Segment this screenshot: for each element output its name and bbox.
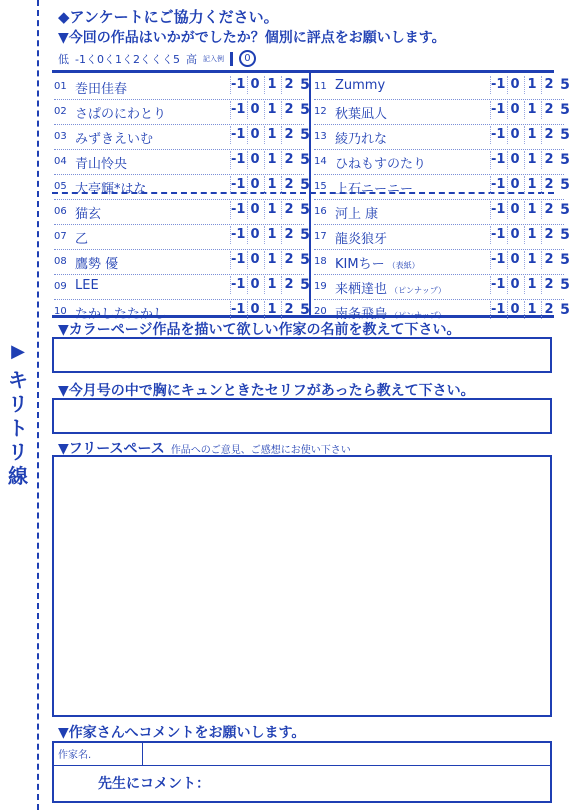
score-option[interactable]: 1 bbox=[524, 201, 539, 219]
author-name-text: 大亭輝*はな bbox=[75, 182, 147, 197]
score-option[interactable]: 2 bbox=[281, 101, 296, 119]
author-name-text: 猫玄 bbox=[75, 207, 102, 222]
score-option[interactable]: -1 bbox=[231, 202, 246, 217]
author-name bbox=[335, 228, 390, 247]
legend-example-label: 記入例 bbox=[202, 54, 224, 63]
score-options bbox=[230, 176, 312, 194]
author-name-text: 南条飛鳥 bbox=[335, 307, 388, 322]
question-color-page: ▼カラーページ作品を描いて欲しい作家の名前を教えて下さい。 bbox=[58, 322, 461, 338]
score-options bbox=[230, 301, 312, 319]
score-option[interactable]: 5 bbox=[560, 277, 570, 293]
work-number: 18 bbox=[314, 256, 327, 267]
score-option[interactable]: 1 bbox=[264, 176, 279, 194]
question-favorite-line: ▼今月号の中で胸にキュンときたセリフがあったら教えて下さい。 bbox=[58, 383, 475, 399]
work-number: 11 bbox=[314, 81, 327, 92]
score-option[interactable]: 0 bbox=[247, 76, 262, 94]
score-option[interactable]: 5 bbox=[300, 227, 310, 243]
score-options bbox=[490, 76, 572, 94]
author-name bbox=[335, 278, 446, 297]
score-options bbox=[230, 276, 312, 294]
score-option[interactable]: 5 bbox=[560, 77, 570, 93]
rating-row bbox=[54, 150, 310, 175]
score-option[interactable]: 0 bbox=[507, 276, 522, 294]
score-option[interactable]: 0 bbox=[507, 301, 522, 319]
score-option[interactable]: 5 bbox=[300, 152, 310, 168]
score-option[interactable]: 5 bbox=[300, 127, 310, 143]
score-option[interactable]: 2 bbox=[541, 201, 556, 219]
work-number: 05 bbox=[54, 181, 67, 192]
score-option[interactable]: 1 bbox=[264, 276, 279, 294]
score-option[interactable]: 5 bbox=[300, 102, 310, 118]
score-option[interactable]: -1 bbox=[491, 202, 506, 217]
score-option[interactable]: 5 bbox=[300, 302, 310, 318]
cut-char: リ bbox=[8, 392, 28, 416]
score-option[interactable]: 5 bbox=[560, 252, 570, 268]
work-number: 13 bbox=[314, 131, 327, 142]
score-options bbox=[490, 151, 572, 169]
author-field-divider bbox=[142, 743, 143, 765]
legend-scale: -1く0く1く2くくく5 bbox=[75, 52, 180, 66]
score-option[interactable]: 1 bbox=[524, 176, 539, 194]
work-number: 15 bbox=[314, 181, 327, 192]
legend-high: 高 bbox=[185, 52, 197, 66]
comment-label: 先生にコメント： bbox=[98, 776, 210, 792]
author-name bbox=[75, 278, 102, 293]
work-number: 20 bbox=[314, 306, 327, 317]
cut-char: リ bbox=[8, 440, 28, 464]
score-option[interactable]: 0 bbox=[247, 276, 262, 294]
author-name bbox=[75, 253, 121, 272]
score-option[interactable]: -1 bbox=[491, 227, 506, 242]
author-name bbox=[75, 78, 130, 97]
rating-row bbox=[314, 200, 570, 225]
author-name-text: みずきえいむ bbox=[75, 132, 154, 147]
score-option[interactable]: 1 bbox=[264, 201, 279, 219]
work-number: 03 bbox=[54, 131, 67, 142]
free-space-title: ▼フリースペース bbox=[58, 441, 165, 457]
score-option[interactable]: -1 bbox=[491, 152, 506, 167]
score-option[interactable]: 2 bbox=[541, 76, 556, 94]
score-option[interactable]: 5 bbox=[560, 152, 570, 168]
score-option[interactable]: -1 bbox=[231, 302, 246, 317]
author-name-text: 乙 bbox=[75, 232, 89, 247]
score-option[interactable]: 1 bbox=[524, 226, 539, 244]
score-option[interactable]: -1 bbox=[231, 127, 246, 142]
cut-char: キ bbox=[8, 368, 28, 392]
color-page-answer-field[interactable] bbox=[52, 337, 552, 373]
score-option[interactable]: 1 bbox=[524, 276, 539, 294]
score-option[interactable]: 0 bbox=[507, 76, 522, 94]
author-name bbox=[335, 178, 416, 197]
score-option[interactable]: 2 bbox=[541, 276, 556, 294]
score-option[interactable]: 5 bbox=[300, 202, 310, 218]
rating-row bbox=[314, 100, 570, 125]
score-option[interactable]: 2 bbox=[281, 151, 296, 169]
cut-char: 線 bbox=[8, 464, 28, 488]
score-option[interactable]: 0 bbox=[507, 176, 522, 194]
work-number: 12 bbox=[314, 106, 327, 117]
score-option[interactable]: -1 bbox=[231, 227, 246, 242]
score-options bbox=[490, 301, 572, 319]
score-options bbox=[490, 201, 572, 219]
author-name-text: 綾乃れな bbox=[335, 132, 388, 147]
score-option[interactable]: 0 bbox=[507, 251, 522, 269]
work-number: 10 bbox=[54, 306, 67, 317]
score-option[interactable]: 5 bbox=[300, 77, 310, 93]
score-option[interactable]: -1 bbox=[491, 277, 506, 292]
work-number: 14 bbox=[314, 156, 327, 167]
score-option[interactable]: 2 bbox=[541, 151, 556, 169]
score-option[interactable]: -1 bbox=[491, 177, 506, 192]
favorite-line-answer-field[interactable] bbox=[52, 398, 552, 434]
score-option[interactable]: 5 bbox=[560, 227, 570, 243]
rating-row bbox=[314, 175, 570, 200]
author-name-text: さぱのにわとり bbox=[75, 107, 167, 122]
score-option[interactable]: -1 bbox=[491, 77, 506, 92]
score-option[interactable]: 0 bbox=[247, 201, 262, 219]
question-comment: ▼作家さんへコメントをお願いします。 bbox=[58, 725, 306, 741]
score-option[interactable]: 0 bbox=[247, 101, 262, 119]
score-option[interactable]: 5 bbox=[560, 202, 570, 218]
score-option[interactable]: 1 bbox=[264, 76, 279, 94]
score-option[interactable]: -1 bbox=[231, 152, 246, 167]
score-option[interactable]: 2 bbox=[541, 301, 556, 319]
author-name-label: 作家名. bbox=[58, 750, 92, 761]
score-option[interactable]: 1 bbox=[524, 101, 539, 119]
legend-bar-icon bbox=[230, 52, 233, 66]
author-name bbox=[75, 128, 156, 147]
score-option[interactable]: 1 bbox=[524, 76, 539, 94]
author-name bbox=[335, 153, 429, 172]
author-name bbox=[335, 78, 388, 93]
score-options bbox=[230, 76, 312, 94]
work-number: 02 bbox=[54, 106, 67, 117]
score-option[interactable]: 1 bbox=[524, 301, 539, 319]
legend-low: 低 bbox=[58, 52, 69, 66]
score-option[interactable]: -1 bbox=[231, 177, 246, 192]
cut-line-label bbox=[6, 340, 30, 488]
score-option[interactable]: 5 bbox=[560, 302, 570, 318]
author-name-text: 来栖達也 bbox=[335, 282, 388, 297]
author-name bbox=[335, 253, 420, 272]
author-name bbox=[75, 153, 130, 172]
score-options bbox=[230, 226, 312, 244]
work-note: （表紙） bbox=[387, 261, 420, 270]
rating-row bbox=[54, 175, 310, 200]
score-option[interactable]: 5 bbox=[300, 277, 310, 293]
cut-char: ト bbox=[8, 416, 28, 440]
author-name-text: 河上 康 bbox=[335, 207, 379, 222]
score-options bbox=[230, 101, 312, 119]
score-option[interactable]: 1 bbox=[264, 251, 279, 269]
rating-row bbox=[54, 250, 310, 275]
rating-column-right bbox=[314, 75, 570, 324]
score-option[interactable]: -1 bbox=[231, 252, 246, 267]
author-name bbox=[75, 103, 169, 122]
work-number: 01 bbox=[54, 81, 67, 92]
score-option[interactable]: 0 bbox=[507, 226, 522, 244]
score-option[interactable]: -1 bbox=[491, 252, 506, 267]
author-name-text: LEE bbox=[75, 278, 99, 293]
score-option[interactable]: 0 bbox=[247, 176, 262, 194]
score-option[interactable]: 1 bbox=[264, 126, 279, 144]
work-number: 09 bbox=[54, 281, 67, 292]
score-option[interactable]: 5 bbox=[560, 177, 570, 193]
comment-field-divider bbox=[54, 765, 550, 766]
arrow-right-icon: ▶ bbox=[11, 341, 25, 362]
rating-row bbox=[314, 150, 570, 175]
rating-row bbox=[314, 125, 570, 150]
author-name-text: 秋葉凪人 bbox=[335, 107, 388, 122]
free-space-answer-field[interactable] bbox=[52, 455, 552, 717]
score-option[interactable]: 2 bbox=[541, 226, 556, 244]
score-option[interactable]: 2 bbox=[541, 251, 556, 269]
work-number: 08 bbox=[54, 256, 67, 267]
work-number: 04 bbox=[54, 156, 67, 167]
score-options bbox=[230, 126, 312, 144]
score-legend bbox=[58, 50, 256, 67]
author-name-text: 龍炎狼牙 bbox=[335, 232, 388, 247]
rating-row bbox=[54, 100, 310, 125]
score-option[interactable]: 0 bbox=[507, 151, 522, 169]
author-name bbox=[75, 178, 150, 197]
author-name bbox=[75, 228, 91, 247]
rating-row bbox=[54, 125, 310, 150]
cut-line bbox=[37, 0, 39, 810]
legend-circled-example: 0 bbox=[239, 50, 256, 67]
score-option[interactable]: 5 bbox=[560, 127, 570, 143]
author-name-text: KIMちー bbox=[335, 257, 385, 272]
score-option[interactable]: 0 bbox=[247, 126, 262, 144]
score-option[interactable]: 2 bbox=[281, 301, 296, 319]
score-option[interactable]: -1 bbox=[491, 302, 506, 317]
rating-row bbox=[54, 225, 310, 250]
survey-title: ◆アンケートにご協力ください。 bbox=[58, 8, 279, 26]
score-option[interactable]: 1 bbox=[264, 101, 279, 119]
score-option[interactable]: 1 bbox=[524, 151, 539, 169]
score-option[interactable]: 1 bbox=[524, 126, 539, 144]
author-name bbox=[335, 203, 381, 222]
rating-row bbox=[314, 250, 570, 275]
score-option[interactable]: 0 bbox=[507, 126, 522, 144]
rating-column-left bbox=[54, 75, 310, 324]
score-option[interactable]: 1 bbox=[524, 251, 539, 269]
rating-row bbox=[314, 225, 570, 250]
score-option[interactable]: 5 bbox=[300, 177, 310, 193]
score-option[interactable]: 2 bbox=[281, 126, 296, 144]
score-option[interactable]: -1 bbox=[231, 277, 246, 292]
work-number: 17 bbox=[314, 231, 327, 242]
score-option[interactable]: 0 bbox=[247, 151, 262, 169]
author-name-text: 巻田佳春 bbox=[75, 82, 128, 97]
score-options bbox=[490, 126, 572, 144]
score-option[interactable]: -1 bbox=[491, 102, 506, 117]
work-note: （ピンナップ） bbox=[390, 286, 446, 295]
score-options bbox=[490, 226, 572, 244]
score-options bbox=[490, 276, 572, 294]
author-name-text: 青山怜央 bbox=[75, 157, 128, 172]
score-options bbox=[230, 251, 312, 269]
author-name bbox=[335, 128, 390, 147]
score-options bbox=[490, 176, 572, 194]
author-name-text: ひねもすのたり bbox=[335, 157, 427, 172]
work-number: 16 bbox=[314, 206, 327, 217]
author-name-text: 鷹勢 優 bbox=[75, 257, 119, 272]
score-option[interactable]: -1 bbox=[491, 127, 506, 142]
score-options bbox=[230, 201, 312, 219]
score-option[interactable]: -1 bbox=[231, 77, 246, 92]
work-note: （ピンナップ） bbox=[390, 311, 446, 320]
score-option[interactable]: 0 bbox=[247, 251, 262, 269]
author-name-text: たかしたたかし bbox=[75, 307, 167, 322]
score-option[interactable]: 0 bbox=[507, 201, 522, 219]
rating-row bbox=[314, 275, 570, 300]
work-number: 07 bbox=[54, 231, 67, 242]
score-option[interactable]: 2 bbox=[541, 101, 556, 119]
work-number: 19 bbox=[314, 281, 327, 292]
free-space-subtitle: 作品へのご意見、ご感想にお使い下さい bbox=[170, 445, 351, 456]
score-option[interactable]: 2 bbox=[281, 176, 296, 194]
rating-table bbox=[52, 70, 570, 322]
score-option[interactable]: 1 bbox=[264, 301, 279, 319]
score-option[interactable]: 0 bbox=[507, 101, 522, 119]
author-name-text: 上石ニーニー bbox=[335, 182, 414, 197]
score-option[interactable]: 2 bbox=[281, 226, 296, 244]
score-option[interactable]: 1 bbox=[264, 226, 279, 244]
comment-box bbox=[52, 741, 552, 803]
score-options bbox=[490, 251, 572, 269]
score-option[interactable]: 5 bbox=[560, 102, 570, 118]
score-option[interactable]: 5 bbox=[300, 252, 310, 268]
score-options bbox=[230, 151, 312, 169]
author-name bbox=[75, 203, 104, 222]
score-option[interactable]: -1 bbox=[231, 102, 246, 117]
score-option[interactable]: 0 bbox=[247, 301, 262, 319]
rating-row bbox=[54, 200, 310, 225]
score-option[interactable]: 2 bbox=[541, 126, 556, 144]
score-option[interactable]: 1 bbox=[264, 151, 279, 169]
rating-row bbox=[54, 75, 310, 100]
score-option[interactable]: 2 bbox=[541, 176, 556, 194]
author-name bbox=[335, 103, 390, 122]
score-option[interactable]: 0 bbox=[247, 226, 262, 244]
author-name-text: Zummy bbox=[335, 78, 386, 93]
score-option[interactable]: 2 bbox=[281, 276, 296, 294]
score-option[interactable]: 2 bbox=[281, 76, 296, 94]
work-number: 06 bbox=[54, 206, 67, 217]
rating-row bbox=[314, 75, 570, 100]
score-options bbox=[490, 101, 572, 119]
rating-row bbox=[54, 275, 310, 300]
score-option[interactable]: 2 bbox=[281, 201, 296, 219]
survey-subtitle: ▼今回の作品はいかがでしたか？個別に評点をお願いします。 bbox=[58, 30, 446, 46]
score-option[interactable]: 2 bbox=[281, 251, 296, 269]
